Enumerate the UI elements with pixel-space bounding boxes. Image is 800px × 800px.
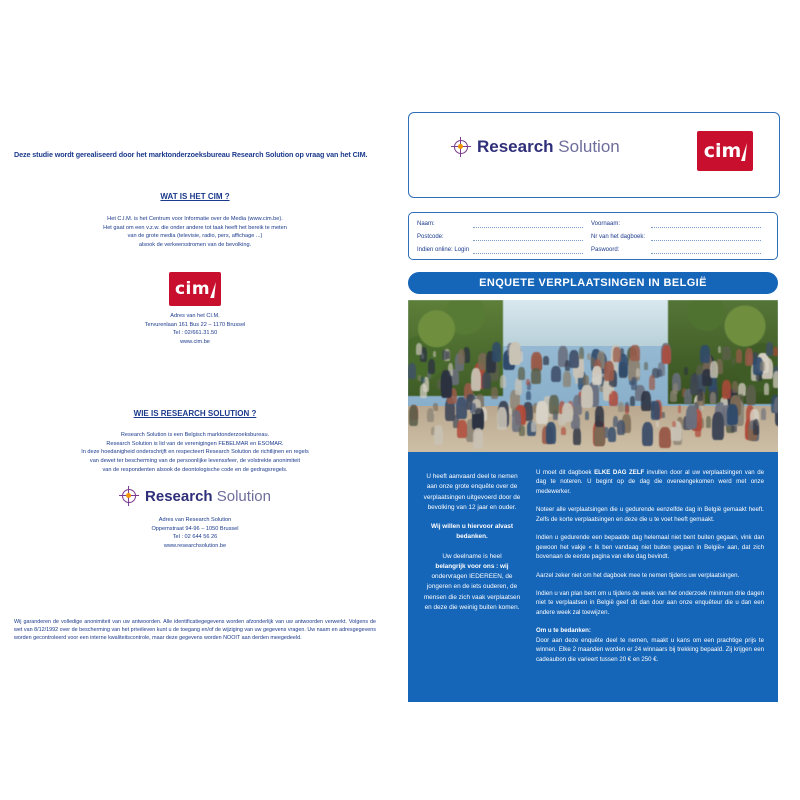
cim-logo-slash-icon — [210, 282, 216, 298]
photo-person — [761, 408, 766, 419]
photo-person — [543, 356, 549, 365]
photo-person — [727, 404, 738, 425]
photo-person — [573, 395, 582, 414]
input-postcode[interactable] — [473, 232, 583, 241]
photo-person — [473, 428, 483, 450]
instr-p1-pre: U moet dit dagboek — [536, 469, 595, 476]
instr-p1-bold: ELKE DAG ZELF — [594, 469, 645, 476]
photo-person — [678, 405, 681, 413]
input-nr-dagboek[interactable] — [651, 232, 761, 241]
photo-person — [700, 345, 710, 363]
label-naam: Naam: — [417, 220, 435, 227]
instr-p6 — [536, 626, 764, 664]
crowd-photo — [408, 300, 778, 452]
rs-logo-bold-header: Research — [477, 137, 554, 156]
photo-person — [746, 385, 757, 405]
form-row-naam — [409, 217, 777, 230]
photo-person — [722, 346, 730, 361]
photo-person — [561, 427, 566, 435]
photo-person — [766, 342, 773, 356]
photo-person — [617, 420, 625, 435]
photo-person — [579, 347, 584, 360]
instr-p2: Noteer alle verplaatsingen die u gedurende eenzelfde dag in België gemaakt heeft. Zelfs de korte verplaatsingen en deze die u te voet heeft gemaakt. — [536, 506, 764, 523]
input-naam[interactable] — [473, 219, 583, 228]
photo-person — [457, 420, 466, 438]
label-postcode: Postcode: — [417, 233, 444, 240]
photo-person — [636, 368, 641, 377]
photo-person — [434, 425, 443, 445]
instr-p6-body: Door aan deze enquête deel te nemen, maakt u kans om een prachtige prijs te winnen. Elke 2 maanden worden er 24 winnaars bij trekking bepaald. Zij krijgen een cadeaubon die varieert tussen 20 € en 250 €. — [536, 636, 764, 663]
photo-person — [573, 427, 581, 446]
photo-person — [764, 383, 769, 394]
instr-p6-title: Om u te bedanken: — [536, 627, 591, 635]
photo-person — [672, 421, 676, 427]
input-login[interactable] — [473, 245, 583, 254]
photo-person — [641, 391, 651, 411]
photo-person — [546, 422, 556, 444]
rs-address-title: Adres van Research Solution — [158, 517, 232, 523]
label-nr-dagboek: Nr van het dagboek: — [591, 233, 646, 240]
rs-desc-line-5: van de respondenten alsook de deontologische code en de gedragsregels. — [102, 466, 288, 473]
rs-desc-line-4: van dewet ter bescherming van de persoonlijke levenssfeer, de volstrekte anonimiteit — [89, 457, 301, 464]
right-page — [408, 112, 786, 702]
photo-person — [518, 367, 525, 380]
photo-person — [551, 366, 561, 382]
photo-person — [536, 401, 548, 424]
instr-p5: Indien u van plan bent om u tijdens de week van het onderzoek minimum drie dagen niet te verplaatsen in België geef dit dan door aan onze enquêteur die u dan een andere week zal toewijzen. — [536, 589, 764, 616]
form-row-login — [409, 243, 777, 256]
photo-person — [433, 403, 437, 411]
photo-person — [630, 396, 635, 406]
cim-logo-slash-icon — [741, 143, 747, 161]
header-logo-box — [408, 112, 780, 198]
photo-person — [774, 397, 778, 413]
photo-person — [509, 342, 521, 365]
photo-person — [642, 422, 653, 446]
photo-person — [458, 349, 465, 364]
photo-person — [732, 381, 739, 393]
cim-address-line-1: Tervurenlaan 161 Bus 22 – 1170 Brussel — [144, 321, 246, 328]
photo-person — [773, 347, 778, 356]
photo-person — [482, 372, 490, 389]
photo-person — [420, 384, 427, 398]
input-voornaam[interactable] — [651, 219, 761, 228]
photo-person — [760, 361, 765, 371]
photo-person — [662, 345, 671, 364]
photo-person — [409, 405, 419, 426]
form-row-postcode — [409, 230, 777, 243]
photo-person — [500, 375, 506, 388]
photo-person — [773, 371, 778, 388]
photo-person — [618, 402, 624, 412]
rs-desc-line-2: Research Solution is lid van de verenigingen FEBELMAR en ESOMAR. — [106, 440, 284, 447]
instructions-panel — [408, 452, 778, 702]
instructions-column — [536, 468, 764, 664]
photo-crowd — [408, 342, 778, 442]
photo-person — [656, 421, 659, 426]
photo-person — [421, 353, 424, 359]
survey-title-banner: ENQUETE VERPLAATSINGEN IN BELGIË — [408, 272, 778, 294]
target-crosshair-icon — [119, 486, 139, 506]
cim-desc-line-2: Het gaat om een v.z.w. die onder andere tot taak heeft het bereik te meten — [103, 224, 287, 231]
instr-p1-post: invullen door al uw verplaatsingen van de dag te noteren. U begint op de dag die overeengekomen werd met onze medewerker. — [536, 469, 764, 495]
photo-person — [491, 387, 498, 399]
rs-address-line-1: Oppemstraat 94-96 – 1050 Brussel — [151, 525, 239, 532]
photo-person — [526, 391, 532, 401]
rs-desc-line-3: In deze hoedanigheid onderschrijft en respecteert Research Solution de richtlijnen en regels — [81, 449, 309, 456]
rs-logo-light-header: Solution — [558, 137, 620, 156]
photo-person — [698, 389, 703, 400]
cim-desc-line-4: alsook de verkeersstromen van de bevolking. — [138, 241, 252, 248]
photo-person — [625, 404, 630, 414]
rs-logo-light: Solution — [216, 487, 271, 505]
photo-person — [475, 408, 482, 420]
photo-person — [644, 362, 648, 370]
photo-person — [659, 427, 671, 448]
thankyou-p2: Wij willen u hiervoor alvast bedanken. — [431, 523, 513, 541]
photo-person — [531, 368, 540, 384]
photo-person — [442, 350, 447, 360]
photo-person — [732, 358, 736, 364]
cim-logo-header — [697, 131, 753, 171]
photo-person — [427, 408, 435, 422]
cim-address-line-2: Tel : 02/661.31.50 — [172, 330, 218, 337]
photo-person — [595, 406, 604, 426]
photo-person — [686, 405, 698, 429]
photo-person — [706, 416, 711, 428]
rs-address-line-2: Tel : 02 644 56 26 — [172, 534, 218, 541]
photo-person — [531, 421, 536, 431]
photo-person — [569, 350, 580, 368]
photo-person — [710, 392, 716, 405]
photo-person — [630, 345, 639, 361]
photo-person — [581, 385, 593, 408]
label-voornaam: Voornaam: — [591, 220, 621, 227]
photo-person — [563, 371, 571, 386]
photo-person — [519, 425, 525, 436]
research-solution-logo — [119, 486, 271, 506]
photo-person — [712, 412, 724, 440]
photo-person — [604, 361, 614, 381]
photo-person — [607, 385, 612, 394]
photo-person — [585, 411, 589, 421]
instr-p3: Indien u gedurende een bepaalde dag helemaal niet bent buiten gegaan, vink dan gewoon het vakje « Ik ben vandaag niet buiten gegaan in België» aan, dat zich bovenaan de eerste pagina van elke dag bevindt. — [536, 534, 764, 561]
photo-person — [592, 366, 602, 385]
rs-desc-line-1: Research Solution is een Belgisch marktonderzoeksbureau. — [120, 432, 270, 438]
photo-person — [492, 342, 501, 361]
photo-person — [684, 367, 688, 374]
privacy-legal-text: Wij garanderen de volledige anonimiteit van uw antwoorden. Alle identificatiegegevens worden afzonderlijk van uw antwoorden verwerkt. Volgens de wet van 8/12/1992 over de bescherming van het privéleven kunt u de toegang en/of de wijziging van uw gegevens vragen. Uw naam en adresgegevens worden gecontroleerd voor een interne kwaliteitscontrole, maar deze gegevens worden NOOIT aan derden meegedeeld. — [14, 619, 376, 642]
photo-person — [747, 353, 753, 364]
photo-person — [428, 359, 435, 374]
cim-address-title: Adres van het CI.M. — [170, 313, 220, 319]
instr-p4: Aarzel zeker niet om het dagboek mee te nemen tijdens uw verplaatsingen. — [536, 571, 740, 579]
photo-person — [526, 379, 530, 386]
photo-person — [433, 351, 436, 357]
label-paswoord: Paswoord: — [591, 246, 620, 253]
photo-person — [515, 378, 523, 394]
label-indien-online: Indien online: Login — [417, 246, 470, 253]
photo-person — [718, 346, 721, 353]
photo-person — [441, 370, 451, 393]
section-title-what-is-cim: WAT IS HET CIM ? — [160, 192, 230, 201]
input-paswoord[interactable] — [651, 245, 761, 254]
photo-person — [651, 401, 660, 419]
cim-logo — [169, 272, 221, 306]
cim-website-link[interactable]: www.cim.be — [180, 338, 210, 345]
photo-person — [631, 377, 637, 390]
photo-person — [562, 403, 573, 422]
photo-person — [649, 375, 655, 390]
cim-desc-line-1: Het C.I.M. is het Centrum voor Informatie over de Media (www.cim.be). — [107, 216, 283, 222]
intro-text: Deze studie wordt gerealiseerd door het marktonderzoeksbureau Research Solution op vraag van het CIM. — [14, 150, 368, 159]
photo-person — [722, 380, 731, 399]
photo-person — [613, 347, 620, 362]
photo-person — [421, 377, 425, 383]
instr-p1 — [536, 468, 764, 496]
rs-website-link[interactable]: www.researchsolution.be — [163, 542, 227, 549]
research-solution-logo-text — [145, 488, 271, 505]
thank-you-column — [422, 472, 522, 613]
research-solution-logo-header — [451, 137, 620, 157]
photo-person — [673, 383, 678, 394]
photo-person — [753, 419, 760, 435]
thankyou-p3-part2: ondervragen IEDEREEN, de jongeren en de iets ouderen, de mensen die zich vaak verplaatsen en deze die weinig buiten komen. — [423, 573, 521, 611]
cim-desc-line-3: van de grote media (televisie, radio, pers, affichage ...) — [127, 233, 263, 240]
photo-person — [497, 407, 507, 430]
photo-person — [471, 368, 482, 391]
photo-person — [594, 425, 605, 447]
cim-logo-text: cim — [174, 279, 211, 299]
photo-person — [565, 360, 570, 372]
rs-logo-bold: Research — [145, 487, 213, 505]
section-title-who-is-research-solution: WIE IS RESEARCH SOLUTION ? — [133, 409, 257, 418]
identification-form — [408, 212, 778, 260]
cim-logo-text-header: cim — [703, 140, 742, 162]
photo-person — [699, 406, 702, 411]
thankyou-p3-part1: Uw deelname is heel — [442, 552, 502, 560]
photo-person — [408, 363, 416, 378]
target-crosshair-icon — [451, 137, 471, 157]
photo-person — [736, 349, 742, 363]
thankyou-p3-bold: belangrijk voor ons : wij — [435, 562, 509, 570]
photo-person — [549, 395, 558, 415]
photo-person — [710, 361, 718, 378]
left-page — [0, 120, 390, 700]
research-solution-logo-text-header — [477, 137, 620, 157]
photo-person — [690, 374, 699, 395]
thankyou-p1: U heeft aanvaard deel te nemen aan onze grote enquête over de verplaatsingen uitgevoerd door de bevolking van 12 jaar en ouder. — [423, 473, 521, 511]
